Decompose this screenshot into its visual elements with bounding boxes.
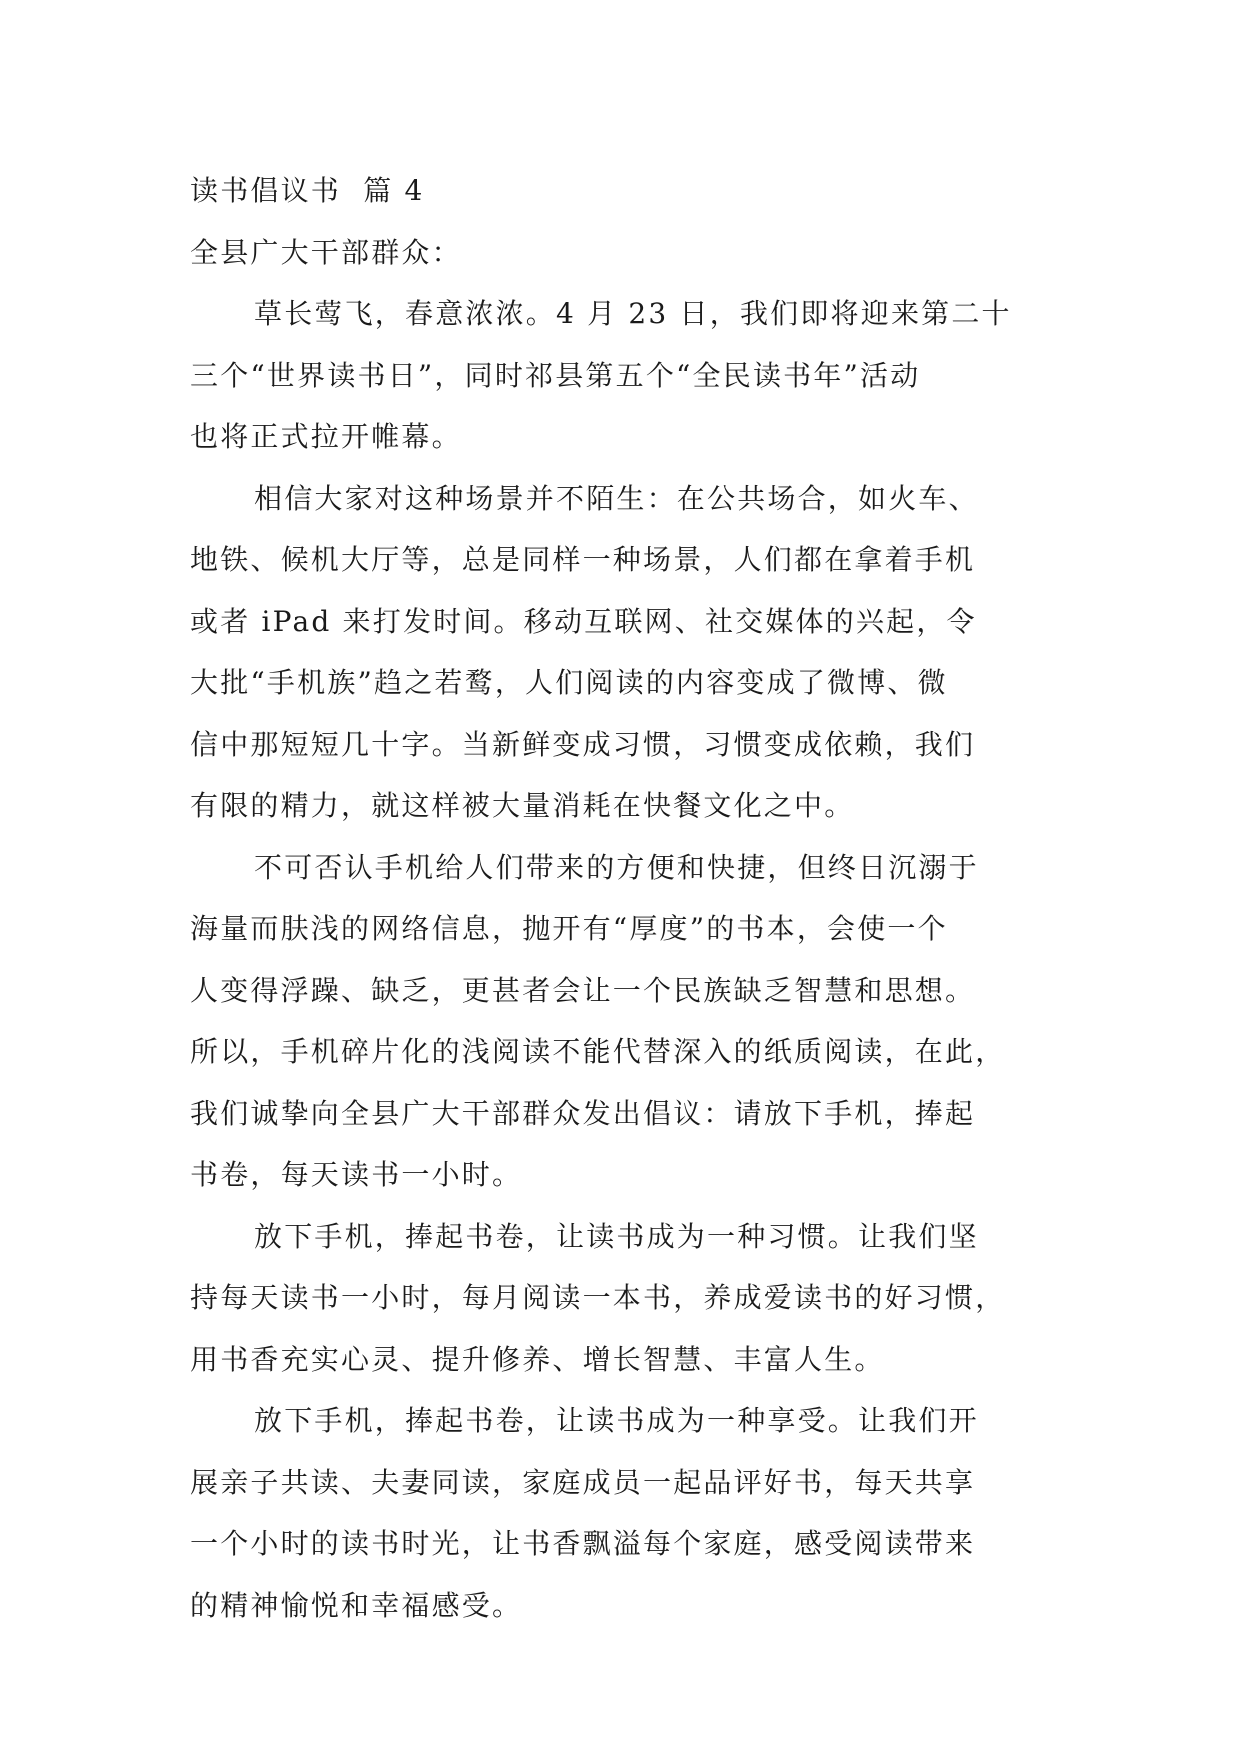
paragraph-line: 信中那短短几十字。当新鲜变成习惯，习惯变成依赖，我们: [190, 727, 976, 761]
paragraph-3: [190, 837, 1070, 1206]
paragraph-line: 大批“手机族”趋之若鹜，人们阅读的内容变成了微博、微: [190, 666, 948, 699]
paragraph-line: 一个小时的读书时光，让书香飘溢每个家庭，感受阅读带来: [190, 1527, 976, 1560]
paragraph-line: 我们诚挚向全县广大干部群众发出倡议：请放下手机，捧起: [190, 1096, 976, 1130]
document-body: [190, 160, 1070, 1636]
paragraph-line: 人变得浮躁、缺乏，更甚者会让一个民族缺乏智慧和思想。: [190, 973, 976, 1007]
paragraph-line: 草长莺飞，春意浓浓。4 月 23 日，我们即将迎来第二十: [254, 297, 1012, 330]
paragraph-line: 三个“世界读书日”，同时祁县第五个“全民读书年”活动: [190, 358, 921, 392]
paragraph-2: [190, 468, 1070, 837]
document-title: 读书倡议书 篇 4: [190, 174, 425, 207]
paragraph-line: 地铁、候机大厅等，总是同样一种场景，人们都在拿着手机: [190, 543, 976, 576]
paragraph-1: [190, 283, 1070, 468]
paragraph-line: 不可否认手机给人们带来的方便和快捷，但终日沉溺于: [254, 850, 979, 884]
paragraph-line: 持每天读书一小时，每月阅读一本书，养成爱读书的好习惯，: [190, 1281, 1006, 1314]
paragraph-line: 海量而肤浅的网络信息，抛开有“厚度”的书本，会使一个: [190, 912, 948, 945]
paragraph-line: 也将正式拉开帷幕。: [190, 420, 462, 453]
paragraph-5: [190, 1390, 1070, 1636]
paragraph-line: 放下手机，捧起书卷，让读书成为一种享受。让我们开: [254, 1404, 979, 1437]
paragraph-4: [190, 1206, 1070, 1391]
paragraph-line: 展亲子共读、夫妻同读，家庭成员一起品评好书，每天共享: [190, 1465, 976, 1499]
paragraph-line: 有限的精力，就这样被大量消耗在快餐文化之中。: [190, 789, 855, 822]
paragraph-line: 的精神愉悦和幸福感受。: [190, 1588, 523, 1622]
paragraph-line: 相信大家对这种场景并不陌生：在公共场合，如火车、: [254, 481, 979, 515]
paragraph-line: 用书香充实心灵、提升修养、增长智慧、丰富人生。: [190, 1342, 885, 1376]
salutation: 全县广大干部群众：: [190, 235, 462, 269]
paragraph-line: 或者 iPad 来打发时间。移动互联网、社交媒体的兴起，令: [190, 604, 977, 638]
paragraph-line: 所以，手机碎片化的浅阅读不能代替深入的纸质阅读，在此，: [190, 1035, 1006, 1068]
paragraph-line: 书卷，每天读书一小时。: [190, 1158, 523, 1191]
paragraph-line: 放下手机，捧起书卷，让读书成为一种习惯。让我们坚: [254, 1219, 979, 1253]
